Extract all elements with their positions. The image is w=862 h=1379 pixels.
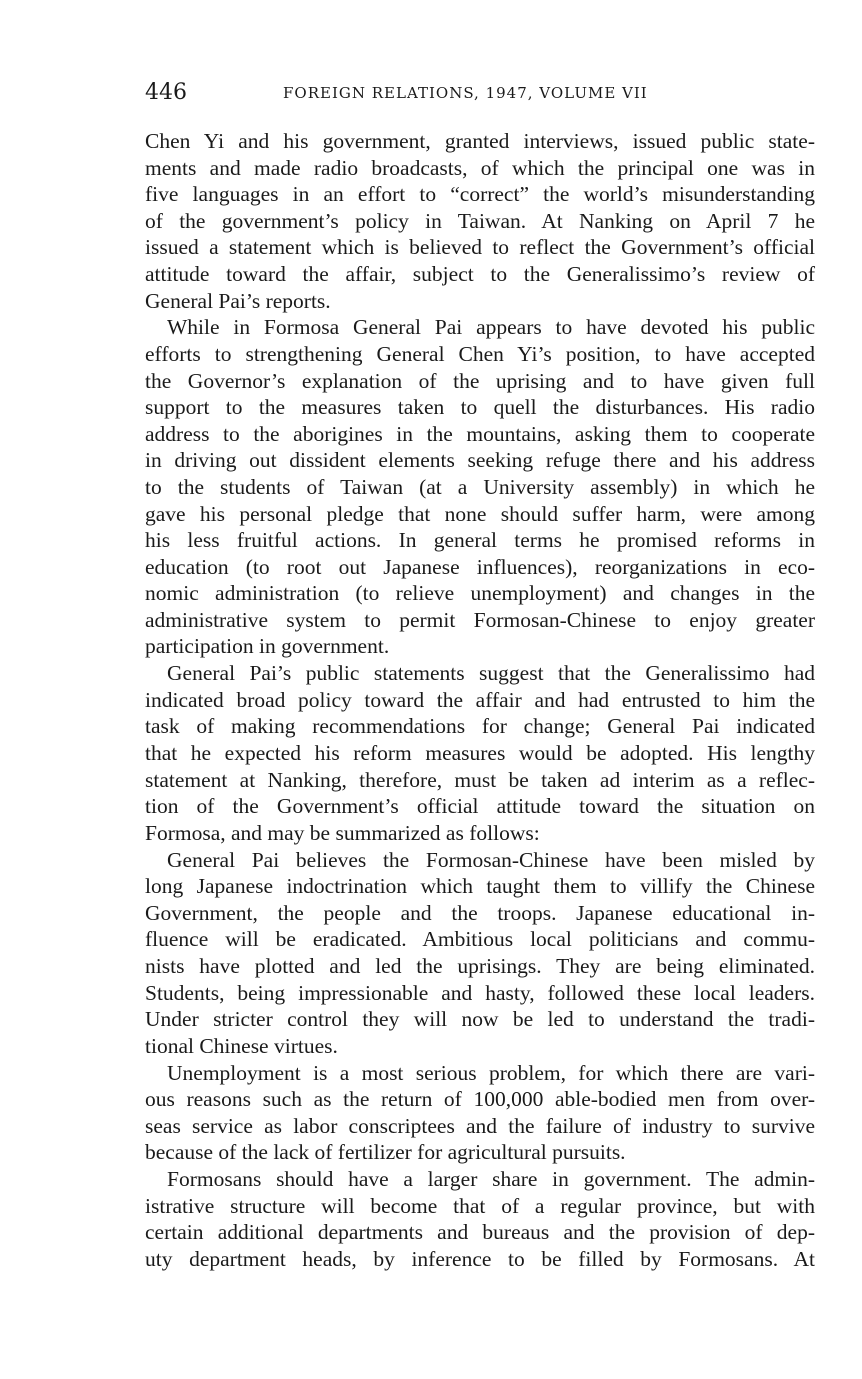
text-line: General Pai’s public statements suggest that the Generalissimo had	[167, 661, 815, 686]
text-line: While in Formosa General Pai appears to have devoted his public	[167, 315, 815, 340]
paragraph	[145, 314, 815, 660]
text-line: task of making recommendations for change; General Pai indicated	[145, 714, 815, 739]
paragraph	[145, 1166, 815, 1272]
text-line: long Japanese indoctrination which taught them to villify the Chinese	[145, 874, 815, 899]
text-line: of the government’s policy in Taiwan. At Nanking on April 7 he	[145, 208, 815, 233]
text-line: Formosans should have a larger share in government. The admin-	[167, 1167, 815, 1192]
text-line: gave his personal pledge that none should suffer harm, were among	[145, 501, 815, 526]
text-line: nomic administration (to relieve unemployment) and changes in the	[145, 581, 815, 606]
text-line: uty department heads, by inference to be filled by Formosans. At	[145, 1246, 815, 1271]
text-line: support to the measures taken to quell the disturbances. His radio	[145, 395, 815, 420]
text-line: indicated broad policy toward the affair and had entrusted to him the	[145, 687, 815, 712]
text-line: Chen Yi and his government, granted interviews, issued public state-	[145, 129, 815, 153]
text-line: Unemployment is a most serious problem, for which there are vari-	[167, 1060, 815, 1085]
text-line: that he expected his reform measures would be adopted. His lengthy	[145, 741, 815, 766]
text-line: efforts to strengthening General Chen Yi’s position, to have accepted	[145, 341, 815, 366]
text-line: Government, the people and the troops. Japanese educational in-	[145, 900, 815, 925]
page-number: 446	[145, 80, 187, 105]
text-line: ous reasons such as the return of 100,000 able-bodied men from over-	[145, 1087, 815, 1112]
text-line: General Pai believes the Formosan-Chinese have been misled by	[167, 847, 815, 872]
page-header	[145, 80, 815, 110]
text-line: ments and made radio broadcasts, of which the principal one was in	[145, 155, 815, 180]
text-line: Students, being impressionable and hasty, followed these local leaders.	[145, 980, 815, 1005]
text-line: nists have plotted and led the uprisings. They are being eliminated.	[145, 953, 815, 978]
text-line: five languages in an effort to “correct” the world’s misunderstanding	[145, 182, 815, 207]
paragraph	[145, 847, 815, 1060]
paragraph	[145, 1060, 815, 1166]
text-line: Under stricter control they will now be led to understand the tradi-	[145, 1007, 815, 1032]
text-line: the Governor’s explanation of the uprising and to have given full	[145, 368, 815, 393]
text-line: because of the lack of fertilizer for agricultural pursuits.	[145, 1140, 626, 1165]
text-line: certain additional departments and bureaus and the provision of dep-	[145, 1220, 815, 1245]
text-line: education (to root out Japanese influences), reorganizations in eco-	[145, 554, 815, 579]
text-line: fluence will be eradicated. Ambitious local politicians and commu-	[145, 927, 815, 952]
text-line: issued a statement which is believed to reflect the Government’s official	[145, 235, 815, 260]
text-line: seas service as labor conscriptees and the failure of industry to survive	[145, 1113, 815, 1138]
paragraph	[145, 128, 815, 314]
text-line: in driving out dissident elements seeking refuge there and his address	[145, 448, 815, 473]
text-line: Formosa, and may be summarized as follows:	[145, 820, 540, 845]
text-line: istrative structure will become that of a regular province, but with	[145, 1193, 815, 1218]
text-line: General Pai’s reports.	[145, 288, 331, 313]
text-line: address to the aborigines in the mountains, asking them to cooperate	[145, 421, 815, 446]
text-line: to the students of Taiwan (at a University assembly) in which he	[145, 474, 815, 499]
running-title: FOREIGN RELATIONS, 1947, VOLUME VII	[283, 84, 648, 102]
body-text	[145, 128, 815, 1272]
text-line: attitude toward the affair, subject to the Generalissimo’s review of	[145, 261, 815, 286]
text-line: administrative system to permit Formosan-Chinese to enjoy greater	[145, 607, 815, 632]
paragraph	[145, 660, 815, 846]
text-line: tional Chinese virtues.	[145, 1033, 338, 1058]
text-line: his less fruitful actions. In general terms he promised reforms in	[145, 528, 815, 553]
text-line: tion of the Government’s official attitude toward the situation on	[145, 794, 815, 819]
text-line: participation in government.	[145, 634, 390, 659]
text-line: statement at Nanking, therefore, must be taken ad interim as a reflec-	[145, 767, 815, 792]
